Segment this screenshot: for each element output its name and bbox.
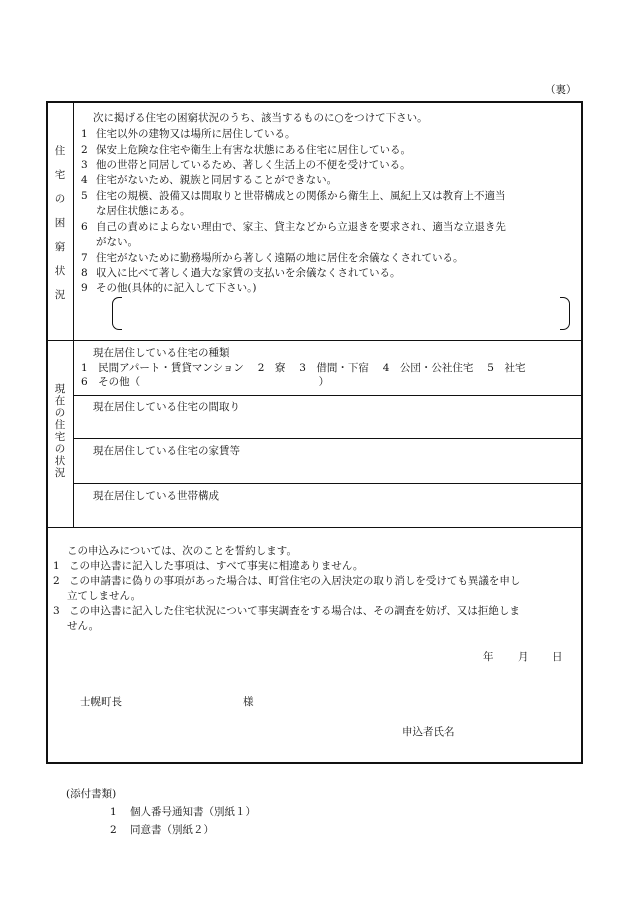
row-divider-layout (73, 438, 583, 439)
label-char: 宅 (54, 169, 66, 181)
hardship-item-text: 他の世帯と同居しているため、著しく生活上の不便を受けている。 (96, 159, 411, 171)
housing-type-title: 現在居住している住宅の種類 (93, 347, 230, 359)
attachment-item: 同意書（別紙２） (130, 824, 214, 836)
hardship-item-number: 5 (81, 190, 88, 202)
hardship-item-number: 1 (81, 128, 88, 140)
applicant-name-label: 申込者氏名 (402, 726, 455, 738)
date-day-label: 日 (552, 651, 563, 663)
pledge-item-number: 3 (53, 605, 60, 617)
pledge-item-number: 2 (53, 575, 60, 587)
household-composition-label: 現在居住している世帯構成 (93, 490, 219, 502)
label-char: 住 (54, 145, 66, 157)
hardship-item-number: 2 (81, 144, 88, 156)
attachments-heading: (添付書類) (66, 788, 117, 800)
label-char: 況 (54, 289, 66, 301)
honorific: 様 (243, 696, 254, 708)
label-char: 住 (54, 419, 66, 431)
other-details-open-bracket (112, 297, 122, 330)
pledge-intro: この申込みについては、次のことを誓約します。 (67, 545, 297, 557)
label-char: 状 (54, 265, 66, 277)
pledge-item-text: この申請書に偽りの事項があった場合は、町営住宅の入居決定の取り消しを受けても異議を申し (69, 575, 521, 587)
hardship-item-number: 8 (81, 267, 88, 279)
date-month-label: 月 (518, 651, 529, 663)
row-divider-type (73, 395, 583, 396)
hardship-item-number: 6 (81, 221, 88, 233)
housing-type-options: 1 民間アパート・賃貸マンション 2 寮 3 借間・下宿 4 公団・公社住宅 5 社宅 (81, 362, 526, 374)
attachment-number: 1 (110, 806, 117, 818)
hardship-item-number: 3 (81, 159, 88, 171)
hardship-item-text: 住宅がないため、親族と同居することができない。 (96, 174, 338, 186)
hardship-item-text: 収入に比べて著しく過大な家賃の支払いを余儀なくされている。 (96, 267, 401, 279)
hardship-instructions: 次に掲げる住宅の困窮状況のうち、該当するものに○をつけて下さい。 (93, 112, 428, 124)
hardship-item-text: 住宅以外の建物又は場所に居住している。 (96, 128, 296, 140)
label-char: の (54, 443, 66, 455)
hardship-item-text-cont: がない。 (96, 236, 138, 248)
label-column-divider (73, 101, 74, 528)
hardship-item-text: 自己の責めによらない理由で、家主、貸主などから立退きを要求され、適当な立退き先 (96, 221, 506, 233)
pledge-item-text: この申込書に記入した事項は、すべて事実に相違ありません。 (69, 560, 364, 572)
label-char: 窮 (54, 241, 66, 253)
date-year-label: 年 (483, 651, 494, 663)
addressee: 士幌町長 (80, 696, 122, 708)
label-char: 宅 (54, 431, 66, 443)
pledge-item-text: この申込書に記入した住宅状況について事実調査をする場合は、その調査を妨げ、又は拒絶しま (69, 605, 520, 617)
hardship-item-text: 住宅の規模、設備又は間取りと世帯構成との関係から衛生上、風紀上又は教育上不適当 (96, 190, 506, 202)
page-side-marker: （裏） (545, 84, 577, 96)
label-char: 状 (54, 455, 66, 467)
hardship-item-text: その他(具体的に記入して下さい。) (96, 282, 257, 294)
room-layout-label: 現在居住している住宅の間取り (93, 401, 240, 413)
label-char: の (54, 193, 66, 205)
other-details-close-bracket (560, 297, 570, 330)
hardship-item-number: 4 (81, 174, 88, 186)
hardship-item-text: 保安上危険な住宅や衛生上有害な状態にある住宅に居住している。 (96, 144, 411, 156)
attachment-number: 2 (110, 824, 117, 836)
pledge-item-text-cont: せん。 (67, 620, 100, 632)
other-details-field[interactable] (126, 300, 556, 326)
section-divider-1 (46, 340, 583, 341)
pledge-item-number: 1 (53, 560, 60, 572)
attachment-item: 個人番号通知書（別紙１） (130, 806, 256, 818)
label-char: 困 (54, 217, 66, 229)
label-char: 現 (54, 383, 66, 395)
label-char: の (54, 407, 66, 419)
section-divider-2 (46, 527, 583, 528)
hardship-item-number: 7 (81, 252, 88, 264)
housing-type-other: 6 その他（ ） (81, 376, 330, 388)
rent-label: 現在居住している住宅の家賃等 (93, 445, 240, 457)
label-char: 況 (54, 467, 66, 479)
label-char: 在 (54, 395, 66, 407)
hardship-item-number: 9 (81, 282, 88, 294)
row-divider-rent (73, 483, 583, 484)
hardship-item-text: 住宅がないために勤務場所から著しく遠隔の地に居住を余儀なくされている。 (96, 252, 464, 264)
hardship-item-text-cont: な居住状態にある。 (96, 205, 191, 217)
pledge-item-text-cont: 立てしません。 (67, 590, 142, 602)
